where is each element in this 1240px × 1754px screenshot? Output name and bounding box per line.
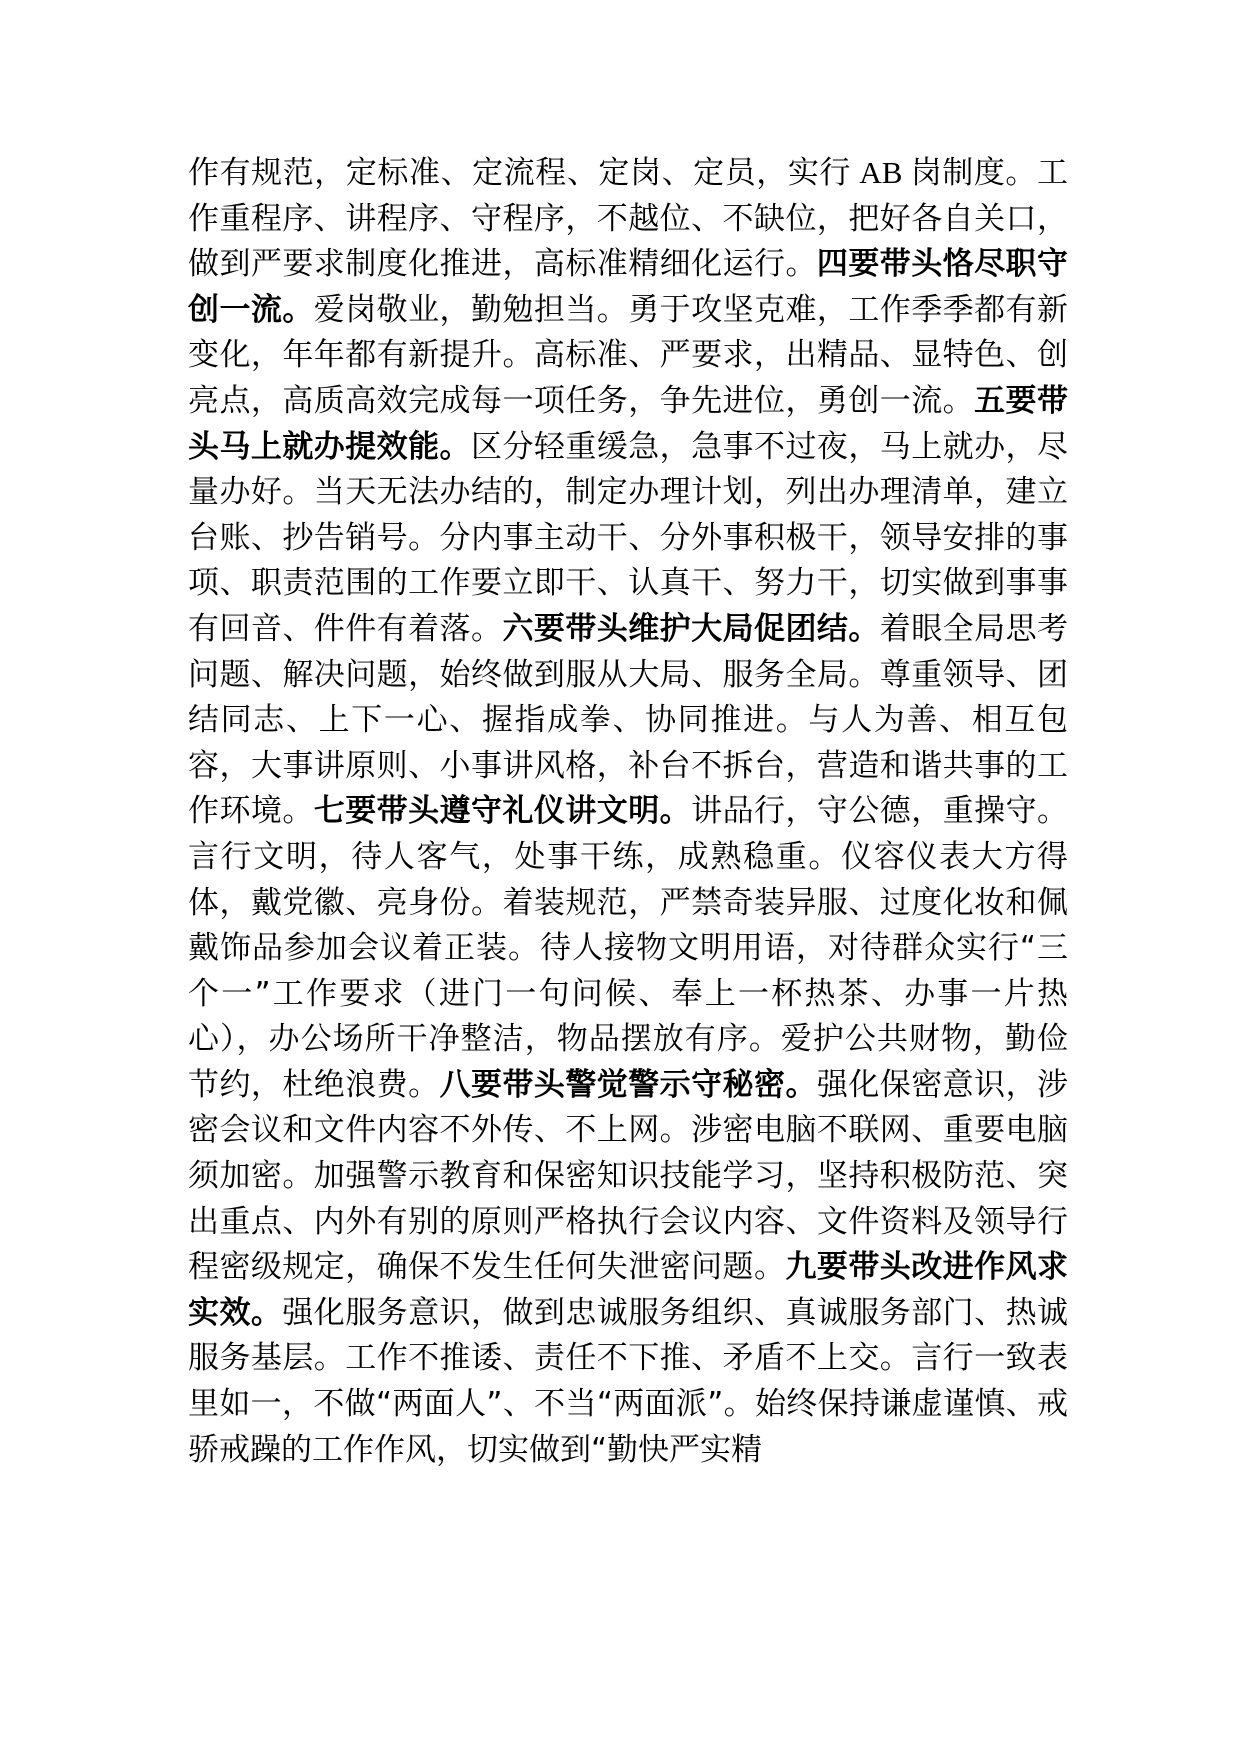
text-segment: 强化保密意识，涉密会议和文件内容不外传、不上网。涉密电脑不联网、重要电脑须加密。加强警示教育和保密知识技能学习，坚持积极防范、突出重点、内外有别的原则严格执行会议内容、文件资料及领导行程密级规定，确保不发生任何失泄密问题。 — [188, 1066, 1069, 1286]
text-segment: 着眼全局思考问题、解决问题，始终做到服从大局、服务全局。尊重领导、团结同志、上下一心、握指成拳、协同推进。与人为善、相互包容，大事讲原则、小事讲风格，补台不拆台，营造和谐共事的工作环境。 — [188, 610, 1069, 830]
point-heading-7: 七要带头遵守礼仪讲文明。 — [313, 793, 692, 830]
text-segment: 讲品行，守公德，重操守。言行文明，待人客气，处事干练，成熟稳重。仪容仪表大方得体，戴党徽、亮身份。着装规范，严禁奇装异服、过度化妆和佩戴饰品参加会议着正装。待人接物文明用语，对待群众实行“三个一”工作要求（进门一句问候、奉上一杯热茶、办事一片热心），办公场所干净整洁，物品摆放有序。爱护公共财物，勤俭节约，杜绝浪费。 — [188, 793, 1069, 1103]
text-segment-latin: AB — [851, 155, 911, 190]
point-heading-8: 八要带头警觉警示守秘密。 — [439, 1066, 817, 1103]
text-segment: 区分轻重缓急，急事不过夜，马上就办，尽量办好。当天无法办结的，制定办理计划，列出办理清单，建立台账、抄告销号。分内事主动干、分外事积极干，领导安排的事项、职责范围的工作要立即干、认真干、努力干，切实做到事事有回音、件件有着落。 — [188, 428, 1068, 647]
text-segment: 强化服务意识，做到忠诚服务组织、真诚服务部门、热诚服务基层。工作不推诿、责任不下推、矛盾不上交。言行一致表里如一，不做“两面人”、不当“两面派”。始终保持谦虚谨慎、戒骄戒躁的工作作风，切实做到“勤快严实精 — [188, 1294, 1069, 1468]
point-heading-5: 五要带头马上就办提效能。 — [188, 382, 1068, 465]
point-heading-4: 四要带头恪尽职守创一流。 — [188, 246, 1069, 328]
text-segment: 爱岗敬业，勤勉担当。勇于攻坚克难，工作季季都有新变化，年年都有新提升。高标准、严要求，出精品、显特色、创亮点，高质高效完成每一项任务，争先进位，勇创一流。 — [188, 291, 1069, 419]
text-segment: 岗制度。工作重程序、讲程序、守程序，不越位、不缺位，把好各自关口，做到严要求制度化推进，高标准精细化运行。 — [188, 155, 1069, 283]
text-segment: 作有规范，定标准、定流程、定岗、定员，实行 — [188, 155, 851, 191]
body-paragraph — [188, 150, 1068, 1473]
point-heading-6: 六要带头维护大局促团结。 — [502, 610, 880, 647]
point-heading-9: 九要带头改进作风求实效。 — [188, 1249, 1069, 1331]
